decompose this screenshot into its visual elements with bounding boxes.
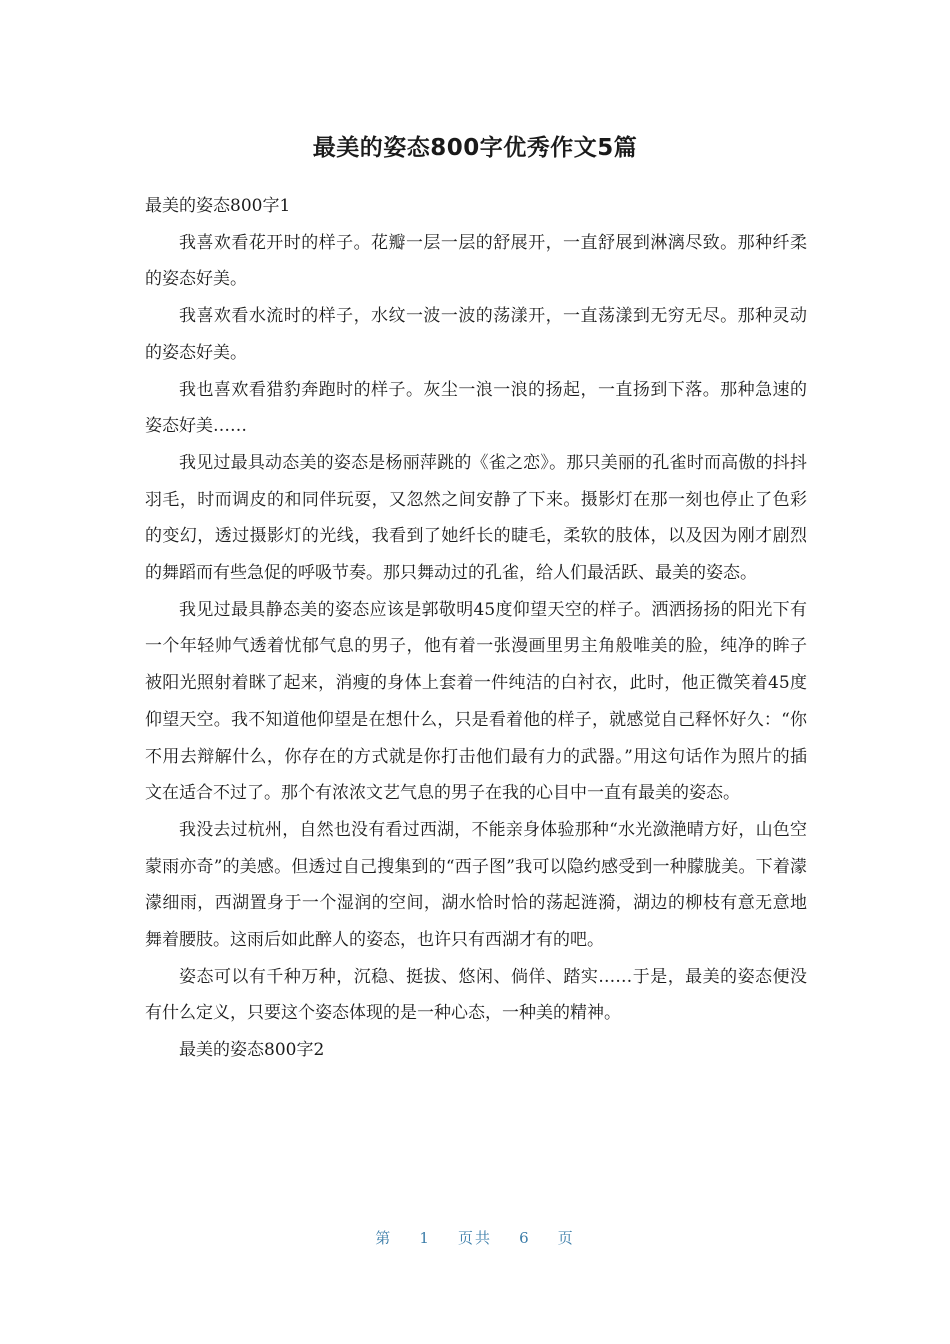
page-footer: [0, 1226, 950, 1250]
paragraph: 我没去过杭州，自然也没有看过西湖，不能亲身体验那种“水光潋滟晴方好，山色空蒙雨亦奇”的美感。但透过自己搜集到的“西子图”我可以隐约感受到一种朦胧美。下着濛濛细雨，西湖置身于一个湿润的空间，湖水恰时恰的荡起涟漪，湖边的柳枝有意无意地舞着腰肢。这雨后如此醉人的姿态，也许只有西湖才有的吧。: [145, 819, 807, 951]
footer-current-page: 1: [419, 1229, 431, 1247]
footer-middle: 页共: [457, 1229, 492, 1247]
document-body: [145, 188, 807, 1069]
paragraph: 我见过最具动态美的姿态是杨丽萍跳的《雀之恋》。那只美丽的孔雀时而高傲的抖抖羽毛，时而调皮的和同伴玩耍，又忽然之间安静了下来。摄影灯在那一刻也停止了色彩的变幻，透过摄影灯的光线，我看到了她纤长的睫毛，柔软的肢体，以及因为刚才剧烈的舞蹈而有些急促的呼吸节奏。那只舞动过的孔雀，给人们最活跃、最美的姿态。: [145, 452, 807, 584]
paragraph: 姿态可以有千种万种，沉稳、挺拔、悠闲、倘佯、踏实……于是，最美的姿态便没有什么定义，只要这个姿态体现的是一种心态，一种美的精神。: [145, 966, 807, 1024]
footer-suffix: 页: [557, 1229, 575, 1247]
footer-prefix: 第: [375, 1229, 393, 1247]
footer-total-pages: 6: [519, 1229, 531, 1247]
section-heading-next: 最美的姿态800字2: [179, 1040, 325, 1061]
paragraph: 我也喜欢看猎豹奔跑时的样子。灰尘一浪一浪的扬起，一直扬到下落。那种急速的姿态好美……: [145, 379, 807, 437]
paragraph: 我喜欢看水流时的样子，水纹一波一波的荡漾开，一直荡漾到无穷无尽。那种灵动的姿态好美。: [145, 306, 807, 363]
section-heading: 最美的姿态800字1: [145, 196, 291, 216]
document-title: 最美的姿态800字优秀作文5篇: [312, 135, 638, 161]
paragraph: 我喜欢看花开时的样子。花瓣一层一层的舒展开，一直舒展到淋漓尽致。那种纤柔的姿态好美。: [145, 232, 807, 290]
paragraph: 我见过最具静态美的姿态应该是郭敬明45度仰望天空的样子。洒洒扬扬的阳光下有一个年轻帅气透着忧郁气息的男子，他有着一张漫画里男主角般唯美的脸，纯净的眸子被阳光照射着眯了起来，消瘦的身体上套着一件纯洁的白衬衣，此时，他正微笑着45度仰望天空。我不知道他仰望是在想什么，只是看着他的样子，就感觉自己释怀好久：“你不用去辩解什么，你存在的方式就是你打击他们最有力的武器。”用这句话作为照片的插文在适合不过了。那个有浓浓文艺气息的男子在我的心目中一直有最美的姿态。: [145, 599, 807, 804]
